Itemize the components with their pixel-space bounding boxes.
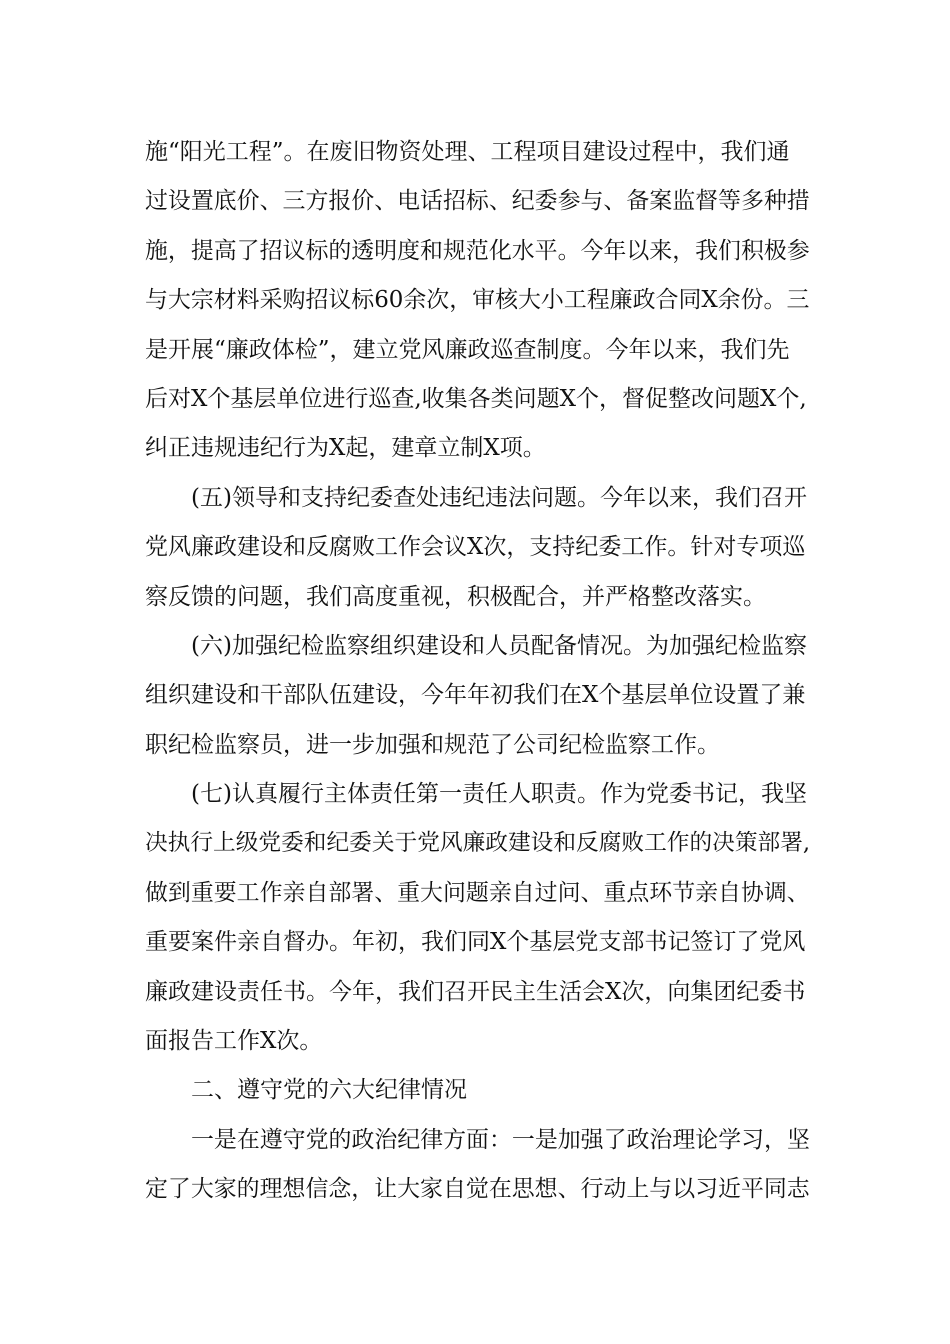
text-line: 纠正违规违纪行为X起，建章立制X项。 <box>145 435 546 462</box>
text-line: 一是在遵守党的政治纪律方面：一是加强了政治理论学习，坚 <box>191 1126 810 1153</box>
text-line: 党风廉政建设和反腐败工作会议X次，支持纪委工作。针对专项巡 <box>145 534 806 561</box>
paragraph-seven <box>145 770 810 1066</box>
text-line: (五)领导和支持纪委查处违纪违法问题。今年以来，我们召开 <box>191 484 807 511</box>
text-line: 重要案件亲自督办。年初，我们同X个基层党支部书记签订了党风 <box>145 929 806 956</box>
paragraph-five <box>145 474 810 622</box>
text-line: 面报告工作X次。 <box>145 1028 323 1055</box>
text-line: 施，提高了招议标的透明度和规范化水平。今年以来，我们积极参 <box>145 237 810 264</box>
section-heading-two <box>145 1066 810 1115</box>
text-line: 廉政建设责任书。今年，我们召开民主生活会X次，向集团纪委书 <box>145 978 806 1005</box>
document-body <box>145 128 810 1215</box>
text-line: 与大宗材料采购招议标60余次，审核大小工程廉政合同X余份。三 <box>145 287 810 314</box>
text-line: 察反馈的问题，我们高度重视，积极配合，并严格整改落实。 <box>145 583 766 610</box>
text-line: 是开展“廉政体检”，建立党风廉政巡查制度。今年以来，我们先 <box>145 336 790 363</box>
text-line: 施“阳光工程”。在废旧物资处理、工程项目建设过程中，我们通 <box>145 139 790 165</box>
text-line: 决执行上级党委和纪委关于党风廉政建设和反腐败工作的决策部署, <box>145 830 811 857</box>
text-line: 定了大家的理想信念，让大家自觉在思想、行动上与以习近平同志 <box>145 1176 810 1203</box>
section-heading: 二、遵守党的六大纪律情况 <box>191 1077 467 1104</box>
text-line: 组织建设和干部队伍建设，今年年初我们在X个基层单位设置了兼 <box>145 682 806 709</box>
text-line: 后对X个基层单位进行巡查,收集各类问题X个，督促整改问题X个, <box>145 385 807 412</box>
text-line: (六)加强纪检监察组织建设和人员配备情况。为加强纪检监察 <box>191 632 807 659</box>
paragraph-continuation <box>145 128 810 474</box>
paragraph-six <box>145 622 810 770</box>
text-line: 职纪检监察员，进一步加强和规范了公司纪检监察工作。 <box>145 731 720 758</box>
text-line: (七)认真履行主体责任第一责任人职责。作为党委书记，我坚 <box>191 781 807 808</box>
text-line: 过设置底价、三方报价、电话招标、纪委参与、备案监督等多种措 <box>145 188 810 215</box>
text-line: 做到重要工作亲自部署、重大问题亲自过问、重点环节亲自协调、 <box>145 879 810 906</box>
paragraph-political-discipline <box>145 1116 810 1215</box>
